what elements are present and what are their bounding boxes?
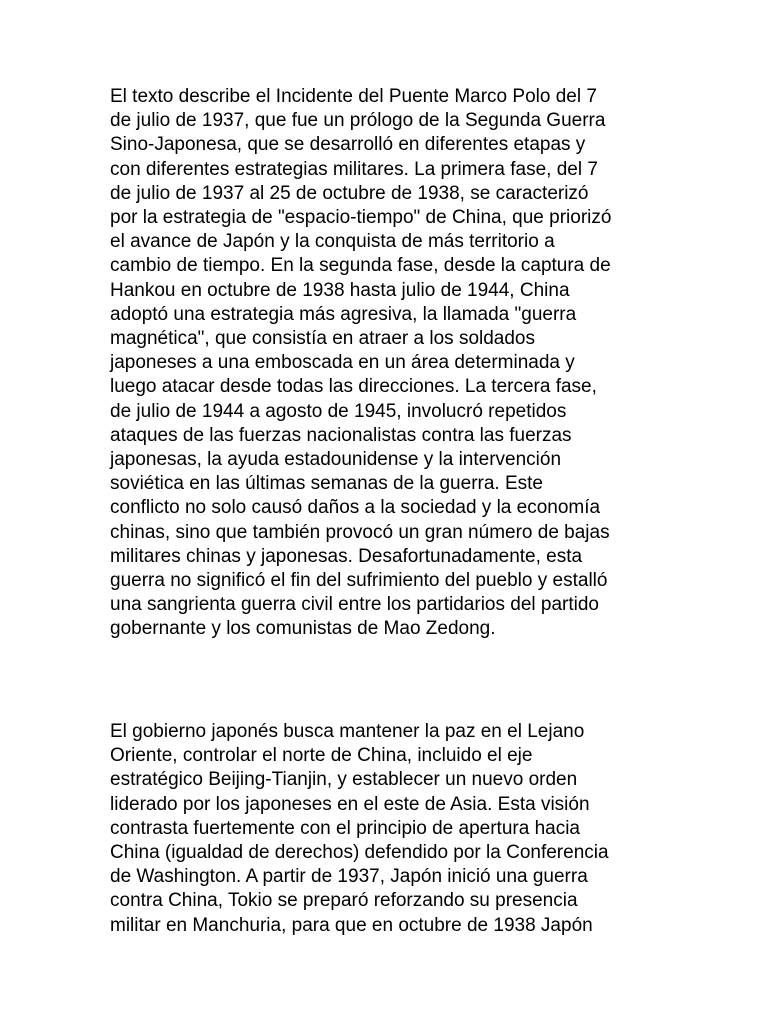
text-line: guerra no significó el fin del sufrimiento del pueblo y estalló xyxy=(110,570,608,592)
text-line: adoptó una estrategia más agresiva, la llamada "guerra xyxy=(110,303,577,325)
text-line: contrasta fuertemente con el principio de apertura hacia xyxy=(110,817,580,839)
text-line: de julio de 1937 al 25 de octubre de 1938, se caracterizó xyxy=(110,182,589,204)
paragraph-2 xyxy=(110,720,609,938)
text-line: japoneses a una emboscada en un área determinada y xyxy=(110,352,575,374)
text-line: chinas, sino que también provocó un gran número de bajas xyxy=(110,521,610,543)
text-line: Sino-Japonesa, que se desarrolló en diferentes etapas y xyxy=(110,134,586,156)
text-line: una sangrienta guerra civil entre los partidarios del partido xyxy=(110,594,599,616)
paragraph-1 xyxy=(110,85,611,642)
text-line: el avance de Japón y la conquista de más territorio a xyxy=(110,231,555,253)
text-line: El texto describe el Incidente del Puente Marco Polo del 7 xyxy=(110,86,597,107)
text-line: con diferentes estrategias militares. La primera fase, del 7 xyxy=(110,158,598,180)
text-line: liderado por los japoneses en el este de Asia. Esta visión xyxy=(110,793,590,815)
text-line: soviética en las últimas semanas de la guerra. Este xyxy=(110,473,543,495)
text-line: contra China, Tokio se preparó reforzando su presencia xyxy=(110,890,578,912)
text-line: de julio de 1937, que fue un prólogo de la Segunda Guerra xyxy=(110,110,606,132)
text-line: de julio de 1944 a agosto de 1945, involucró repetidos xyxy=(110,400,567,422)
text-line: magnética", que consistía en atraer a los soldados xyxy=(110,328,535,350)
text-line: Hankou en octubre de 1938 hasta julio de 1944, China xyxy=(110,279,570,301)
text-line: El gobierno japonés busca mantener la paz en el Lejano xyxy=(110,721,585,742)
text-line: ataques de las fuerzas nacionalistas contra las fuerzas xyxy=(110,424,572,446)
text-line: por la estrategia de "espacio-tiempo" de China, que priorizó xyxy=(110,207,612,229)
text-line: gobernante y los comunistas de Mao Zedong. xyxy=(110,618,496,640)
text-line: cambio de tiempo. En la segunda fase, desde la captura de xyxy=(110,255,611,277)
text-line: luego atacar desde todas las direcciones. La tercera fase, xyxy=(110,376,597,398)
text-line: estratégico Beijing-Tianjin, y establecer un nuevo orden xyxy=(110,769,578,791)
text-line: China (igualdad de derechos) defendido por la Conferencia xyxy=(110,842,609,864)
text-line: japonesas, la ayuda estadounidense y la intervención xyxy=(110,449,562,471)
text-line: militar en Manchuria, para que en octubre de 1938 Japón xyxy=(110,914,593,936)
text-line: conflicto no solo causó daños a la sociedad y la economía xyxy=(110,497,601,519)
text-line: de Washington. A partir de 1937, Japón inició una guerra xyxy=(110,866,588,888)
text-line: Oriente, controlar el norte de China, incluido el eje xyxy=(110,745,533,767)
text-line: militares chinas y japonesas. Desafortunadamente, esta xyxy=(110,545,583,567)
